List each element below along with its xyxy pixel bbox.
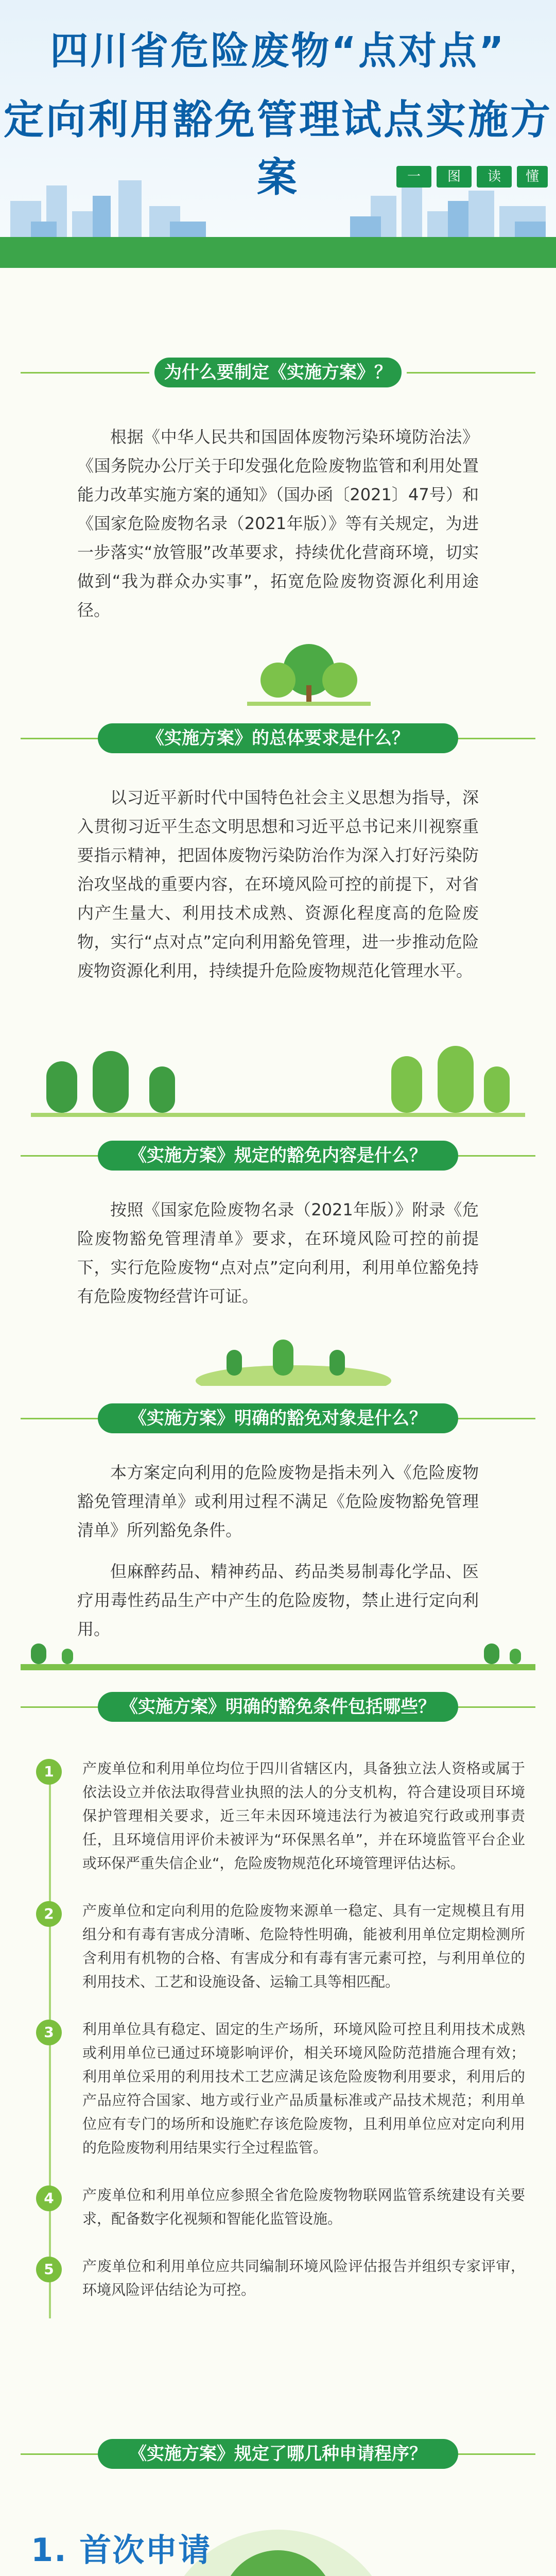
section-goal-title: 《实施方案》的总体要求是什么？ (0, 716, 556, 760)
trees-row-illustration (31, 1041, 525, 1123)
section-why-body: 根据《中华人民共和国固体废物污染环境防治法》《国务院办公厅关于印发强化危险废物监管和利用处置能力改革实施方案的通知》（国办函〔2021〕47号）和《国家危险废物名录（2021年版）》等有关规定，为进一步落实“放管服”改革要求，持续优化营商环境，切实做到“我为群众办实事”，拓宽危险废物资源化利用途径。 (77, 427, 479, 620)
section-procedure-title: 《实施方案》规定了哪几种申请程序？ (0, 2432, 556, 2476)
condition-item: 3 利用单位具有稳定、固定的生产场所，环境风险可控且利用技术成熟或利用单位已通过环境影响评价，相关环境风险防范措施合理有效；利用单位采用的利用技术工艺应满足该危险废物利用要求，利用后的产品应符合国家、地方或行业产品质量标准或产品技术规范；利用单位应有专门的场所和设施贮存该危险废物，且利用单位应对定向利用的危险废物利用结果实行全过程监管。 (36, 2018, 525, 2160)
section-basis-body: 按照《国家危险废物名录（2021年版）》附录《危险废物豁免管理清单》要求，在环境风险可控的前提下，实行危险废物“点对点”定向利用，利用单位豁免持有危险废物经营许可证。 (77, 1200, 479, 1306)
conditions-list (36, 1757, 525, 2326)
badge-char-2: 图 (437, 166, 472, 188)
section-goal-body: 以习近平新时代中国特色社会主义思想为指导，深入贯彻习近平生态文明思想和习近平总书记来川视察重要指示精神，把固体废物污染防治作为深入打好污染防治攻坚战的重要内容，在环境风险可控的前提下，对省内产生量大、利用技术成熟、资源化程度高的危险废物，实行“点对点”定向利用豁免管理，进一步推动危险废物资源化利用，持续提升危险废物规范化管理水平。 (77, 788, 479, 980)
section-why-title: 为什么要制定《实施方案》？ (0, 350, 556, 395)
hills-decoration-icon (196, 1334, 391, 1386)
section-scope-title: 《实施方案》明确的豁免对象是什么？ (0, 1396, 556, 1440)
badge-char-1: 一 (396, 166, 431, 188)
title-line-1: 四川省危险废物“点对点” (50, 29, 506, 73)
title-line-2: 定向利用豁免管理试点实施方案 (3, 97, 552, 201)
badge-char-4: 懂 (517, 166, 548, 188)
section-conditions-title: 《实施方案》明确的豁免条件包括哪些？ (0, 1685, 556, 1729)
section-scope-body: 本方案定向利用的危险废物是指未列入《危险废物豁免管理清单》或利用过程不满足《危险废物豁免管理清单》所列豁免条件。 但麻醉药品、精神药品、药品类易制毒化学品、医疗用毒性药品生产中产生的危险废物，禁止进行定向利用。 (77, 1463, 479, 1639)
tree-decoration-icon (247, 639, 371, 706)
step-first-application: 1. 首次申请 (31, 2531, 212, 2569)
header-banner (0, 0, 556, 268)
section-basis-title: 《实施方案》规定的豁免内容是什么？ (0, 1133, 556, 1178)
condition-item: 1 产废单位和利用单位均位于四川省辖区内，具备独立法人资格或属于依法设立并依法取得营业执照的法人的分支机构，符合建设项目环境保护管理相关要求，近三年未因环境违法行为被追究行政或刑事责任，且环境信用评价未被评为“环保黑名单”，并在环境监管平台企业或环保严重失信企业“，危险废物规范化环境管理评估达标。 (36, 1757, 525, 1875)
ground-strip-illustration (21, 1638, 535, 1674)
condition-item: 5 产废单位和利用单位应共同编制环境风险评估报告并组织专家评审，环境风险评估结论为可控。 (36, 2255, 525, 2302)
condition-item: 4 产废单位和利用单位应参照全省危险废物物联网监管系统建设有关要求，配备数字化视频和智能化监管设施。 (36, 2183, 525, 2231)
condition-item: 2 产废单位和定向利用的危险废物来源单一稳定、具有一定规模且有用组分和有毒有害成分清晰、危险特性明确，能被利用单位定期检测所含利用有机物的合格、有害成分和有毒有害元素可控，与利用单位的利用技术、工艺和设施设备、运输工具等相匹配。 (36, 1899, 525, 1994)
badge-char-3: 读 (477, 166, 512, 188)
green-ground-band (0, 237, 556, 268)
